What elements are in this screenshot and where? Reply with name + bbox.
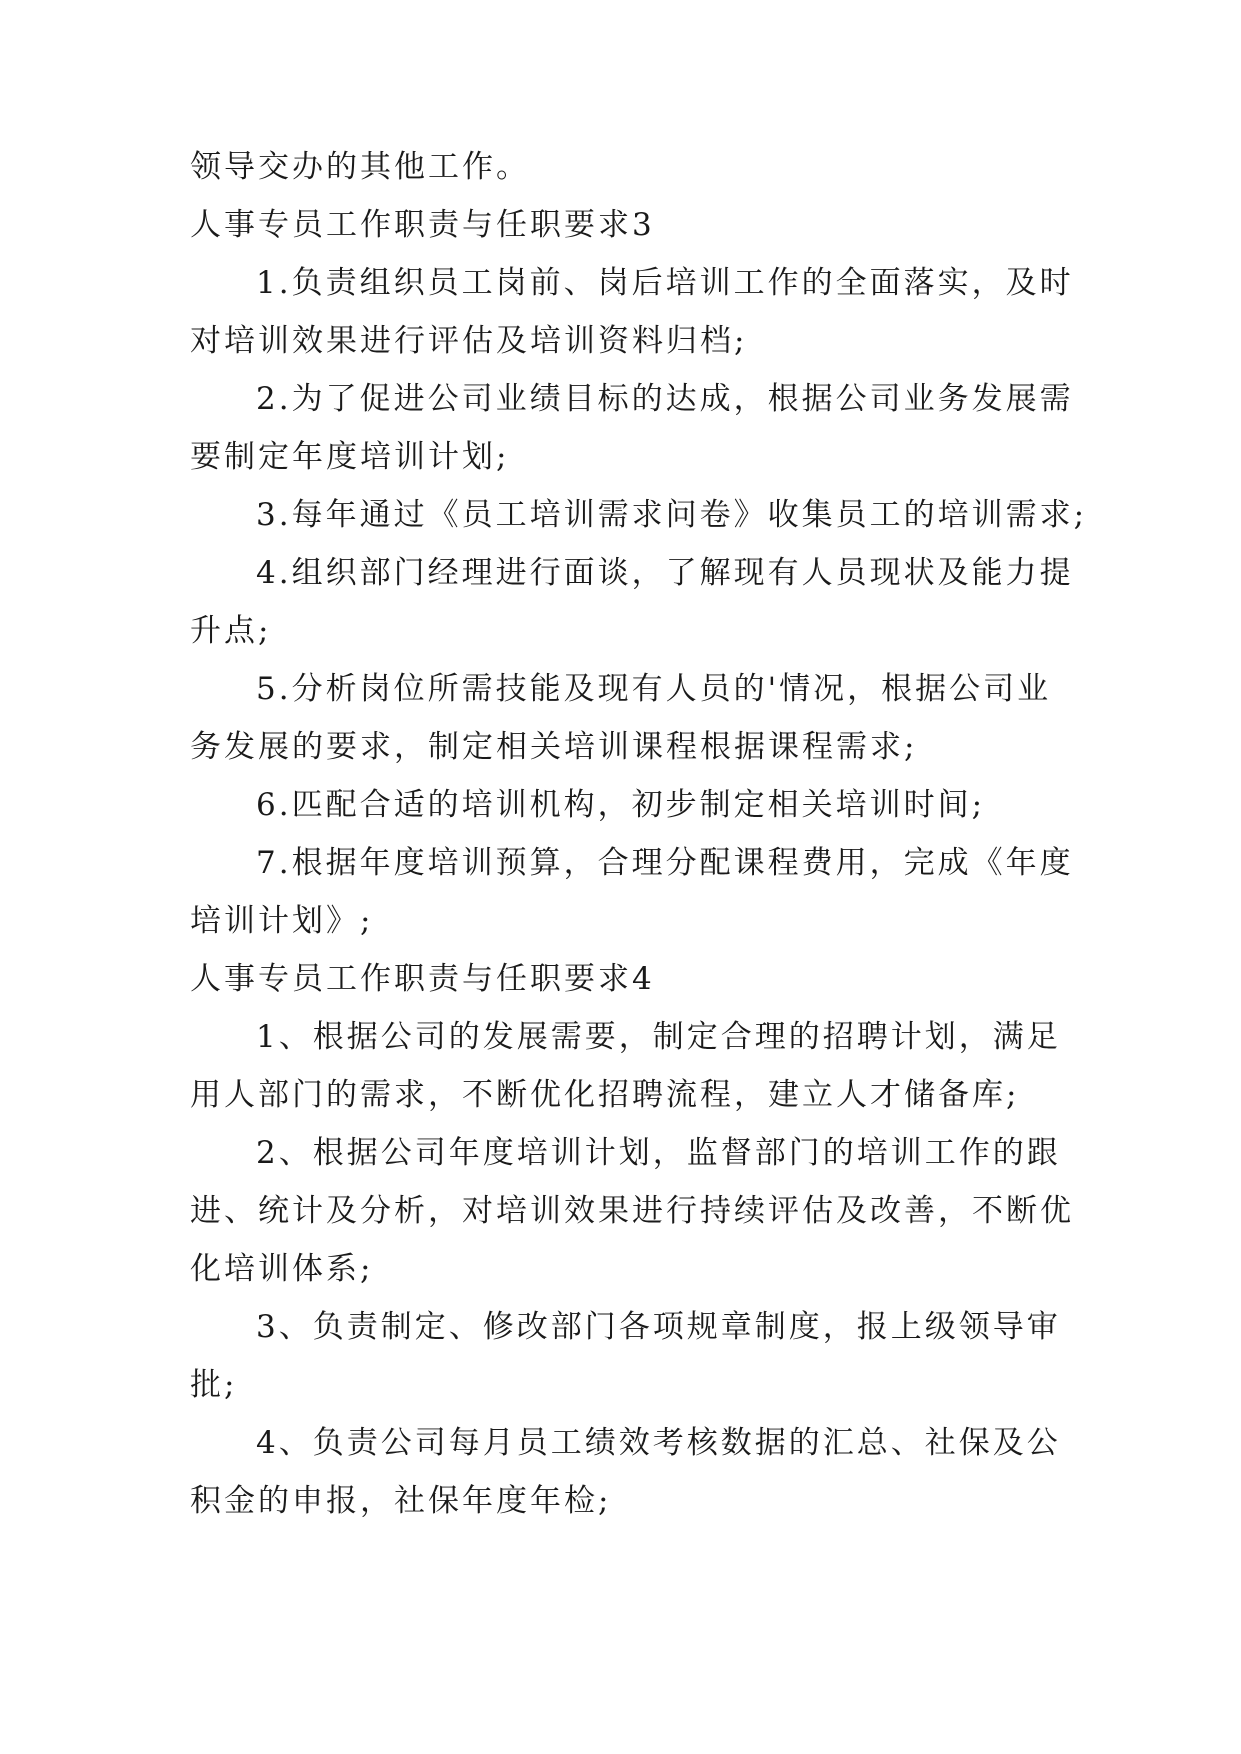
text-line: 对培训效果进行评估及培训资料归档; [190,323,748,359]
text-line: 要制定年度培训计划; [190,439,510,475]
text-line: 3、负责制定、修改部门各项规章制度，报上级领导审 [256,1309,1061,1345]
text-line: 5.分析岗位所需技能及现有人员的'情况，根据公司业 [256,671,1052,707]
text-line: 培训计划》; [190,903,374,939]
text-line: 4.组织部门经理进行面谈，了解现有人员现状及能力提 [256,555,1074,591]
text-line: 2、根据公司年度培训计划，监督部门的培训工作的跟 [256,1135,1061,1171]
text-line: 化培训体系; [190,1251,374,1287]
text-line: 2.为了促进公司业绩目标的达成，根据公司业务发展需 [256,381,1074,417]
text-line: 1、根据公司的发展需要，制定合理的招聘计划，满足 [256,1019,1061,1055]
section-heading: 人事专员工作职责与任职要求4 [190,961,655,997]
text-line: 务发展的要求，制定相关培训课程根据课程需求; [190,729,918,765]
text-line: 用人部门的需求，不断优化招聘流程，建立人才储备库; [190,1077,1020,1113]
text-line: 批; [190,1367,238,1403]
section-heading: 人事专员工作职责与任职要求3 [190,207,655,243]
text-line: 6.匹配合适的培训机构，初步制定相关培训时间; [256,787,986,823]
text-line: 4、负责公司每月员工绩效考核数据的汇总、社保及公 [256,1425,1061,1461]
text-line: 7.根据年度培训预算，合理分配课程费用，完成《年度 [256,845,1074,881]
text-line: 领导交办的其他工作。 [190,149,530,185]
text-line: 进、统计及分析，对培训效果进行持续评估及改善，不断优 [190,1193,1074,1229]
text-line: 1.负责组织员工岗前、岗后培训工作的全面落实，及时 [256,265,1074,301]
text-line: 升点; [190,613,272,649]
document-body [190,138,1088,1530]
text-line: 积金的申报，社保年度年检; [190,1483,612,1519]
text-line: 3.每年通过《员工培训需求问卷》收集员工的培训需求; [256,497,1088,533]
